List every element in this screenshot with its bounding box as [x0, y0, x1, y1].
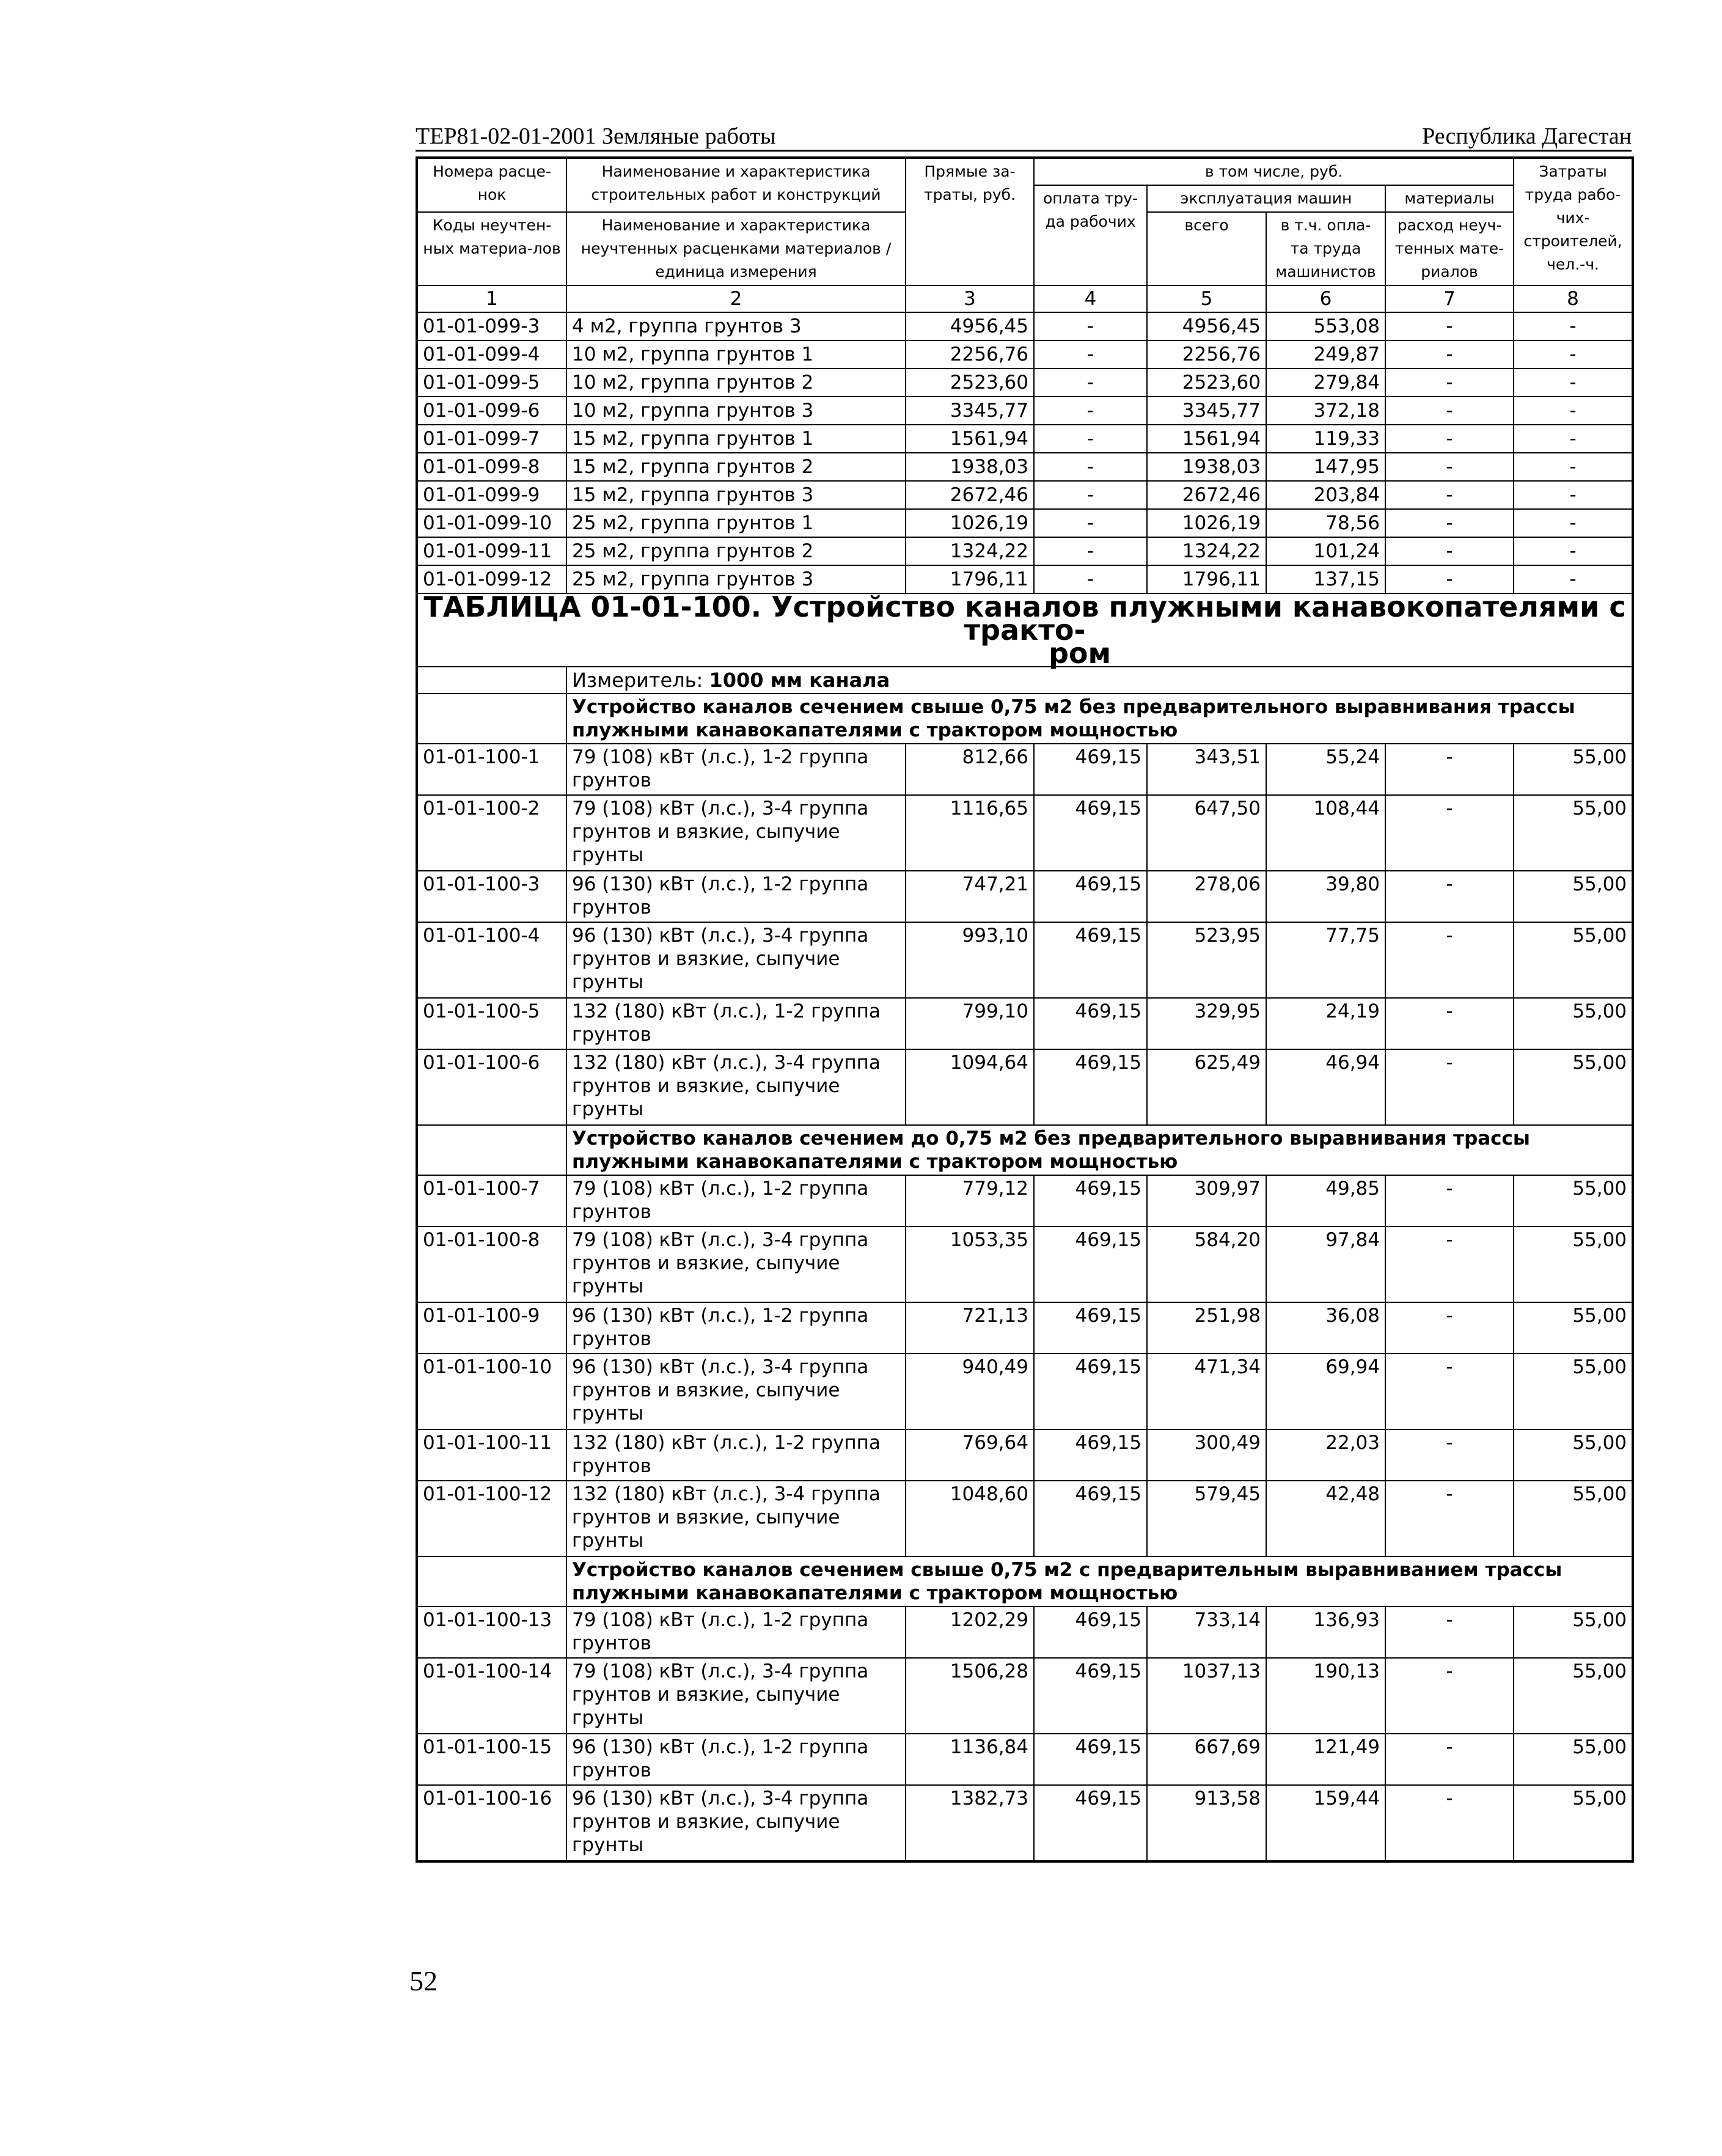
worker-wages: 469,15	[1034, 1354, 1147, 1429]
rate-code: 01-01-100-7	[417, 1175, 566, 1226]
machine-total: 2672,46	[1147, 481, 1266, 509]
table-row	[417, 481, 1633, 509]
column-number: 8	[1514, 285, 1633, 312]
machine-total: 1561,94	[1147, 425, 1266, 453]
machinist-wages: 137,15	[1266, 565, 1385, 593]
meter-value: 1000 мм канала	[709, 669, 890, 692]
machine-total: 1796,11	[1147, 565, 1266, 593]
direct-costs: 2672,46	[906, 481, 1034, 509]
rate-code: 01-01-100-5	[417, 998, 566, 1049]
materials-usage: -	[1385, 425, 1514, 453]
machinist-wages: 42,48	[1266, 1481, 1385, 1557]
machine-total: 523,95	[1147, 922, 1266, 998]
rate-code: 01-01-099-5	[417, 369, 566, 397]
worker-wages: -	[1034, 481, 1147, 509]
materials-usage: -	[1385, 795, 1514, 871]
table-row	[417, 453, 1633, 481]
head-worker-wages: оплата тру-да рабочих	[1034, 185, 1147, 285]
rate-code: 01-01-099-4	[417, 340, 566, 369]
column-number: 6	[1266, 285, 1385, 312]
labor-costs: -	[1514, 425, 1633, 453]
rate-code: 01-01-100-15	[417, 1734, 566, 1785]
worker-wages: 469,15	[1034, 1658, 1147, 1734]
machine-total: 1938,03	[1147, 453, 1266, 481]
worker-wages: -	[1034, 340, 1147, 369]
labor-costs: 55,00	[1514, 744, 1633, 795]
machinist-wages: 101,24	[1266, 537, 1385, 565]
materials-usage: -	[1385, 1175, 1514, 1226]
work-name: 96 (130) кВт (л.с.), 3-4 группа грунтов и вязкие, сыпучие грунты	[566, 922, 906, 998]
worker-wages: 469,15	[1034, 998, 1147, 1049]
worker-wages: -	[1034, 565, 1147, 593]
head-machine-operation: эксплуатация машин	[1147, 185, 1385, 212]
direct-costs: 799,10	[906, 998, 1034, 1049]
rate-code: 01-01-099-9	[417, 481, 566, 509]
labor-costs: 55,00	[1514, 871, 1633, 922]
rate-code: 01-01-100-12	[417, 1481, 566, 1557]
direct-costs: 1324,22	[906, 537, 1034, 565]
materials-usage: -	[1385, 1658, 1514, 1734]
region-label: Республика Дагестан	[1422, 123, 1632, 149]
table-row	[417, 340, 1633, 369]
table-row	[417, 922, 1633, 998]
work-name: 15 м2, группа грунтов 2	[566, 453, 906, 481]
materials-usage: -	[1385, 1302, 1514, 1354]
labor-costs: 55,00	[1514, 1175, 1633, 1226]
direct-costs: 3345,77	[906, 397, 1034, 425]
group-blank	[417, 1125, 566, 1175]
machine-total: 2523,60	[1147, 369, 1266, 397]
table-row	[417, 369, 1633, 397]
labor-costs: -	[1514, 312, 1633, 340]
materials-usage: -	[1385, 1607, 1514, 1658]
rate-code: 01-01-100-4	[417, 922, 566, 998]
direct-costs: 2523,60	[906, 369, 1034, 397]
labor-costs: 55,00	[1514, 1607, 1633, 1658]
direct-costs: 812,66	[906, 744, 1034, 795]
table-row	[417, 1481, 1633, 1557]
running-header	[416, 113, 1632, 152]
rate-code: 01-01-100-11	[417, 1429, 566, 1481]
direct-costs: 1506,28	[906, 1658, 1034, 1734]
work-name: 79 (108) кВт (л.с.), 1-2 группа грунтов	[566, 744, 906, 795]
direct-costs: 4956,45	[906, 312, 1034, 340]
head-direct-costs: Прямые за-траты, руб.	[906, 158, 1034, 285]
machinist-wages: 203,84	[1266, 481, 1385, 509]
direct-costs: 1116,65	[906, 795, 1034, 871]
direct-costs: 1561,94	[906, 425, 1034, 453]
work-name: 96 (130) кВт (л.с.), 1-2 группа грунтов	[566, 1734, 906, 1785]
machine-total: 584,20	[1147, 1226, 1266, 1302]
worker-wages: 469,15	[1034, 871, 1147, 922]
machinist-wages: 39,80	[1266, 871, 1385, 922]
worker-wages: 469,15	[1034, 1226, 1147, 1302]
rate-code: 01-01-100-2	[417, 795, 566, 871]
labor-costs: -	[1514, 340, 1633, 369]
machinist-wages: 136,93	[1266, 1607, 1385, 1658]
machine-total: 309,97	[1147, 1175, 1266, 1226]
rate-code: 01-01-100-10	[417, 1354, 566, 1429]
work-name: 79 (108) кВт (л.с.), 1-2 группа грунтов	[566, 1607, 906, 1658]
table-row	[417, 1226, 1633, 1302]
meter-label: Измеритель:	[572, 669, 703, 692]
work-name: 132 (180) кВт (л.с.), 3-4 группа грунтов и вязкие, сыпучие грунты	[566, 1481, 906, 1557]
table-row	[417, 871, 1633, 922]
machinist-wages: 147,95	[1266, 453, 1385, 481]
rate-code: 01-01-100-16	[417, 1785, 566, 1861]
machine-total: 1324,22	[1147, 537, 1266, 565]
table-row	[417, 565, 1633, 593]
machine-total: 278,06	[1147, 871, 1266, 922]
labor-costs: -	[1514, 509, 1633, 537]
machine-total: 647,50	[1147, 795, 1266, 871]
rate-code: 01-01-100-3	[417, 871, 566, 922]
machine-total: 343,51	[1147, 744, 1266, 795]
machinist-wages: 190,13	[1266, 1658, 1385, 1734]
work-name: 79 (108) кВт (л.с.), 1-2 группа грунтов	[566, 1175, 906, 1226]
head-material-usage: расход неуч-тенных мате-риалов	[1385, 212, 1514, 285]
group-blank	[417, 694, 566, 744]
group-title: Устройство каналов сечением до 0,75 м2 без предварительного выравнивания трассы плужными канавокапателями с трактором мощностью	[566, 1125, 1633, 1175]
meter-blank	[417, 667, 566, 694]
machinist-wages: 108,44	[1266, 795, 1385, 871]
direct-costs: 779,12	[906, 1175, 1034, 1226]
machinist-wages: 36,08	[1266, 1302, 1385, 1354]
machinist-wages: 24,19	[1266, 998, 1385, 1049]
work-name: 132 (180) кВт (л.с.), 1-2 группа грунтов	[566, 998, 906, 1049]
table-row	[417, 1302, 1633, 1354]
materials-usage: -	[1385, 1734, 1514, 1785]
table-row	[417, 509, 1633, 537]
machine-total: 913,58	[1147, 1785, 1266, 1861]
labor-costs: 55,00	[1514, 1658, 1633, 1734]
direct-costs: 1382,73	[906, 1785, 1034, 1861]
table-row	[417, 1429, 1633, 1481]
worker-wages: 469,15	[1034, 795, 1147, 871]
machinist-wages: 97,84	[1266, 1226, 1385, 1302]
labor-costs: -	[1514, 397, 1633, 425]
worker-wages: -	[1034, 509, 1147, 537]
machinist-wages: 553,08	[1266, 312, 1385, 340]
materials-usage: -	[1385, 1429, 1514, 1481]
direct-costs: 1938,03	[906, 453, 1034, 481]
table-row	[417, 1734, 1633, 1785]
rate-code: 01-01-100-6	[417, 1049, 566, 1125]
materials-usage: -	[1385, 453, 1514, 481]
work-name: 96 (130) кВт (л.с.), 1-2 группа грунтов	[566, 871, 906, 922]
machinist-wages: 372,18	[1266, 397, 1385, 425]
direct-costs: 769,64	[906, 1429, 1034, 1481]
machinist-wages: 119,33	[1266, 425, 1385, 453]
work-name: 10 м2, группа грунтов 3	[566, 397, 906, 425]
rate-code: 01-01-099-8	[417, 453, 566, 481]
rate-code: 01-01-100-1	[417, 744, 566, 795]
column-number: 4	[1034, 285, 1147, 312]
worker-wages: -	[1034, 453, 1147, 481]
worker-wages: 469,15	[1034, 1302, 1147, 1354]
direct-costs: 940,49	[906, 1354, 1034, 1429]
section-title-line1: ТАБЛИЦА 01-01-100. Устройство каналов плужными канавокопателями с тракто-	[423, 590, 1626, 647]
rate-code: 01-01-099-10	[417, 509, 566, 537]
head-work-name: Наименование и характеристика строительных работ и конструкций	[566, 158, 906, 212]
materials-usage: -	[1385, 565, 1514, 593]
document-title: ТЕР81-02-01-2001 Земляные работы	[416, 123, 776, 149]
rate-code: 01-01-099-6	[417, 397, 566, 425]
work-name: 79 (108) кВт (л.с.), 3-4 группа грунтов и вязкие, сыпучие грунты	[566, 795, 906, 871]
labor-costs: 55,00	[1514, 1429, 1633, 1481]
column-number: 1	[417, 285, 566, 312]
labor-costs: 55,00	[1514, 998, 1633, 1049]
section-title-line2: ром	[1048, 637, 1112, 670]
rates-table	[416, 156, 1634, 1863]
materials-usage: -	[1385, 1481, 1514, 1557]
column-number: 2	[566, 285, 906, 312]
materials-usage: -	[1385, 537, 1514, 565]
column-number: 3	[906, 285, 1034, 312]
machine-total: 625,49	[1147, 1049, 1266, 1125]
machine-total: 4956,45	[1147, 312, 1266, 340]
work-name: 132 (180) кВт (л.с.), 3-4 группа грунтов и вязкие, сыпучие грунты	[566, 1049, 906, 1125]
head-material-names: Наименование и характеристика неучтенных расценками материалов / единица измерения	[566, 212, 906, 285]
rate-code: 01-01-099-12	[417, 565, 566, 593]
worker-wages: 469,15	[1034, 1785, 1147, 1861]
machinist-wages: 55,24	[1266, 744, 1385, 795]
table-row	[417, 1354, 1633, 1429]
labor-costs: -	[1514, 453, 1633, 481]
machinist-wages: 249,87	[1266, 340, 1385, 369]
materials-usage: -	[1385, 1049, 1514, 1125]
materials-usage: -	[1385, 1226, 1514, 1302]
table-row	[417, 795, 1633, 871]
direct-costs: 1796,11	[906, 565, 1034, 593]
column-number: 5	[1147, 285, 1266, 312]
table-row	[417, 1175, 1633, 1226]
table-row	[417, 744, 1633, 795]
machine-total: 329,95	[1147, 998, 1266, 1049]
materials-usage: -	[1385, 481, 1514, 509]
work-name: 4 м2, группа грунтов 3	[566, 312, 906, 340]
document-page	[416, 113, 1632, 1863]
group-title: Устройство каналов сечением свыше 0,75 м2 с предварительным выравниванием трассы плужными канавокапателями с трактором мощностью	[566, 1557, 1633, 1607]
materials-usage: -	[1385, 744, 1514, 795]
labor-costs: 55,00	[1514, 1354, 1633, 1429]
head-material-codes: Коды неучтен-ных материа-лов	[417, 212, 566, 285]
table-row	[417, 1607, 1633, 1658]
materials-usage: -	[1385, 509, 1514, 537]
direct-costs: 1026,19	[906, 509, 1034, 537]
machinist-wages: 46,94	[1266, 1049, 1385, 1125]
labor-costs: 55,00	[1514, 922, 1633, 998]
group-title: Устройство каналов сечением свыше 0,75 м2 без предварительного выравнивания трассы плужными канавокапателями с трактором мощностью	[566, 694, 1633, 744]
worker-wages: -	[1034, 312, 1147, 340]
labor-costs: -	[1514, 537, 1633, 565]
labor-costs: 55,00	[1514, 1302, 1633, 1354]
machine-total: 471,34	[1147, 1354, 1266, 1429]
direct-costs: 721,13	[906, 1302, 1034, 1354]
page-number: 52	[409, 1965, 438, 1997]
materials-usage: -	[1385, 1785, 1514, 1861]
worker-wages: -	[1034, 537, 1147, 565]
machine-total: 1026,19	[1147, 509, 1266, 537]
work-name: 79 (108) кВт (л.с.), 3-4 группа грунтов и вязкие, сыпучие грунты	[566, 1658, 906, 1734]
worker-wages: 469,15	[1034, 1049, 1147, 1125]
machinist-wages: 49,85	[1266, 1175, 1385, 1226]
rate-code: 01-01-099-7	[417, 425, 566, 453]
worker-wages: -	[1034, 425, 1147, 453]
materials-usage: -	[1385, 922, 1514, 998]
labor-costs: -	[1514, 565, 1633, 593]
worker-wages: 469,15	[1034, 1734, 1147, 1785]
materials-usage: -	[1385, 340, 1514, 369]
head-rate-numbers: Номера расце-нок	[417, 158, 566, 212]
worker-wages: 469,15	[1034, 1429, 1147, 1481]
work-name: 25 м2, группа грунтов 3	[566, 565, 906, 593]
machine-total: 733,14	[1147, 1607, 1266, 1658]
worker-wages: -	[1034, 369, 1147, 397]
table-row	[417, 397, 1633, 425]
head-materials: материалы	[1385, 185, 1514, 212]
labor-costs: 55,00	[1514, 1481, 1633, 1557]
direct-costs: 1048,60	[906, 1481, 1034, 1557]
direct-costs: 1202,29	[906, 1607, 1034, 1658]
work-name: 79 (108) кВт (л.с.), 3-4 группа грунтов и вязкие, сыпучие грунты	[566, 1226, 906, 1302]
direct-costs: 747,21	[906, 871, 1034, 922]
direct-costs: 1053,35	[906, 1226, 1034, 1302]
work-name: 25 м2, группа грунтов 1	[566, 509, 906, 537]
section-title	[417, 590, 1633, 670]
machinist-wages: 22,03	[1266, 1429, 1385, 1481]
machinist-wages: 77,75	[1266, 922, 1385, 998]
direct-costs: 993,10	[906, 922, 1034, 998]
worker-wages: 469,15	[1034, 1175, 1147, 1226]
machine-total: 251,98	[1147, 1302, 1266, 1354]
table-row	[417, 537, 1633, 565]
work-name: 132 (180) кВт (л.с.), 1-2 группа грунтов	[566, 1429, 906, 1481]
labor-costs: -	[1514, 481, 1633, 509]
group-blank	[417, 1557, 566, 1607]
materials-usage: -	[1385, 369, 1514, 397]
worker-wages: 469,15	[1034, 1607, 1147, 1658]
labor-costs: 55,00	[1514, 795, 1633, 871]
labor-costs: 55,00	[1514, 1226, 1633, 1302]
table-row	[417, 312, 1633, 340]
work-name: 15 м2, группа грунтов 3	[566, 481, 906, 509]
rate-code: 01-01-099-3	[417, 312, 566, 340]
worker-wages: 469,15	[1034, 1481, 1147, 1557]
work-name: 15 м2, группа грунтов 1	[566, 425, 906, 453]
machine-total: 300,49	[1147, 1429, 1266, 1481]
labor-costs: 55,00	[1514, 1734, 1633, 1785]
labor-costs: 55,00	[1514, 1785, 1633, 1861]
machine-total: 579,45	[1147, 1481, 1266, 1557]
direct-costs: 1136,84	[906, 1734, 1034, 1785]
machinist-wages: 159,44	[1266, 1785, 1385, 1861]
direct-costs: 2256,76	[906, 340, 1034, 369]
materials-usage: -	[1385, 1354, 1514, 1429]
rate-code: 01-01-100-9	[417, 1302, 566, 1354]
worker-wages: 469,15	[1034, 744, 1147, 795]
column-number: 7	[1385, 285, 1514, 312]
work-name: 96 (130) кВт (л.с.), 3-4 группа грунтов и вязкие, сыпучие грунты	[566, 1785, 906, 1861]
materials-usage: -	[1385, 998, 1514, 1049]
materials-usage: -	[1385, 397, 1514, 425]
machinist-wages: 121,49	[1266, 1734, 1385, 1785]
direct-costs: 1094,64	[906, 1049, 1034, 1125]
meter-line	[566, 667, 1633, 694]
machine-total: 2256,76	[1147, 340, 1266, 369]
machine-total: 3345,77	[1147, 397, 1266, 425]
machinist-wages: 69,94	[1266, 1354, 1385, 1429]
rate-code: 01-01-099-11	[417, 537, 566, 565]
machinist-wages: 279,84	[1266, 369, 1385, 397]
work-name: 10 м2, группа грунтов 2	[566, 369, 906, 397]
work-name: 96 (130) кВт (л.с.), 1-2 группа грунтов	[566, 1302, 906, 1354]
machine-total: 667,69	[1147, 1734, 1266, 1785]
materials-usage: -	[1385, 312, 1514, 340]
work-name: 25 м2, группа грунтов 2	[566, 537, 906, 565]
table-row	[417, 1658, 1633, 1734]
work-name: 96 (130) кВт (л.с.), 3-4 группа грунтов и вязкие, сыпучие грунты	[566, 1354, 906, 1429]
labor-costs: -	[1514, 369, 1633, 397]
table-row	[417, 998, 1633, 1049]
worker-wages: 469,15	[1034, 922, 1147, 998]
head-machine-total: всего	[1147, 212, 1266, 285]
labor-costs: 55,00	[1514, 1049, 1633, 1125]
machinist-wages: 78,56	[1266, 509, 1385, 537]
materials-usage: -	[1385, 871, 1514, 922]
worker-wages: -	[1034, 397, 1147, 425]
table-row	[417, 1049, 1633, 1125]
machine-total: 1037,13	[1147, 1658, 1266, 1734]
work-name: 10 м2, группа грунтов 1	[566, 340, 906, 369]
rate-code: 01-01-100-8	[417, 1226, 566, 1302]
rate-code: 01-01-100-14	[417, 1658, 566, 1734]
head-including: в том числе, руб.	[1034, 158, 1514, 185]
table-row	[417, 425, 1633, 453]
table-row	[417, 1785, 1633, 1861]
rate-code: 01-01-100-13	[417, 1607, 566, 1658]
head-machinist-wages: в т.ч. опла-та труда машинистов	[1266, 212, 1385, 285]
head-labor-costs: Затраты труда рабо-чих-строителей, чел.-ч.	[1514, 158, 1633, 285]
